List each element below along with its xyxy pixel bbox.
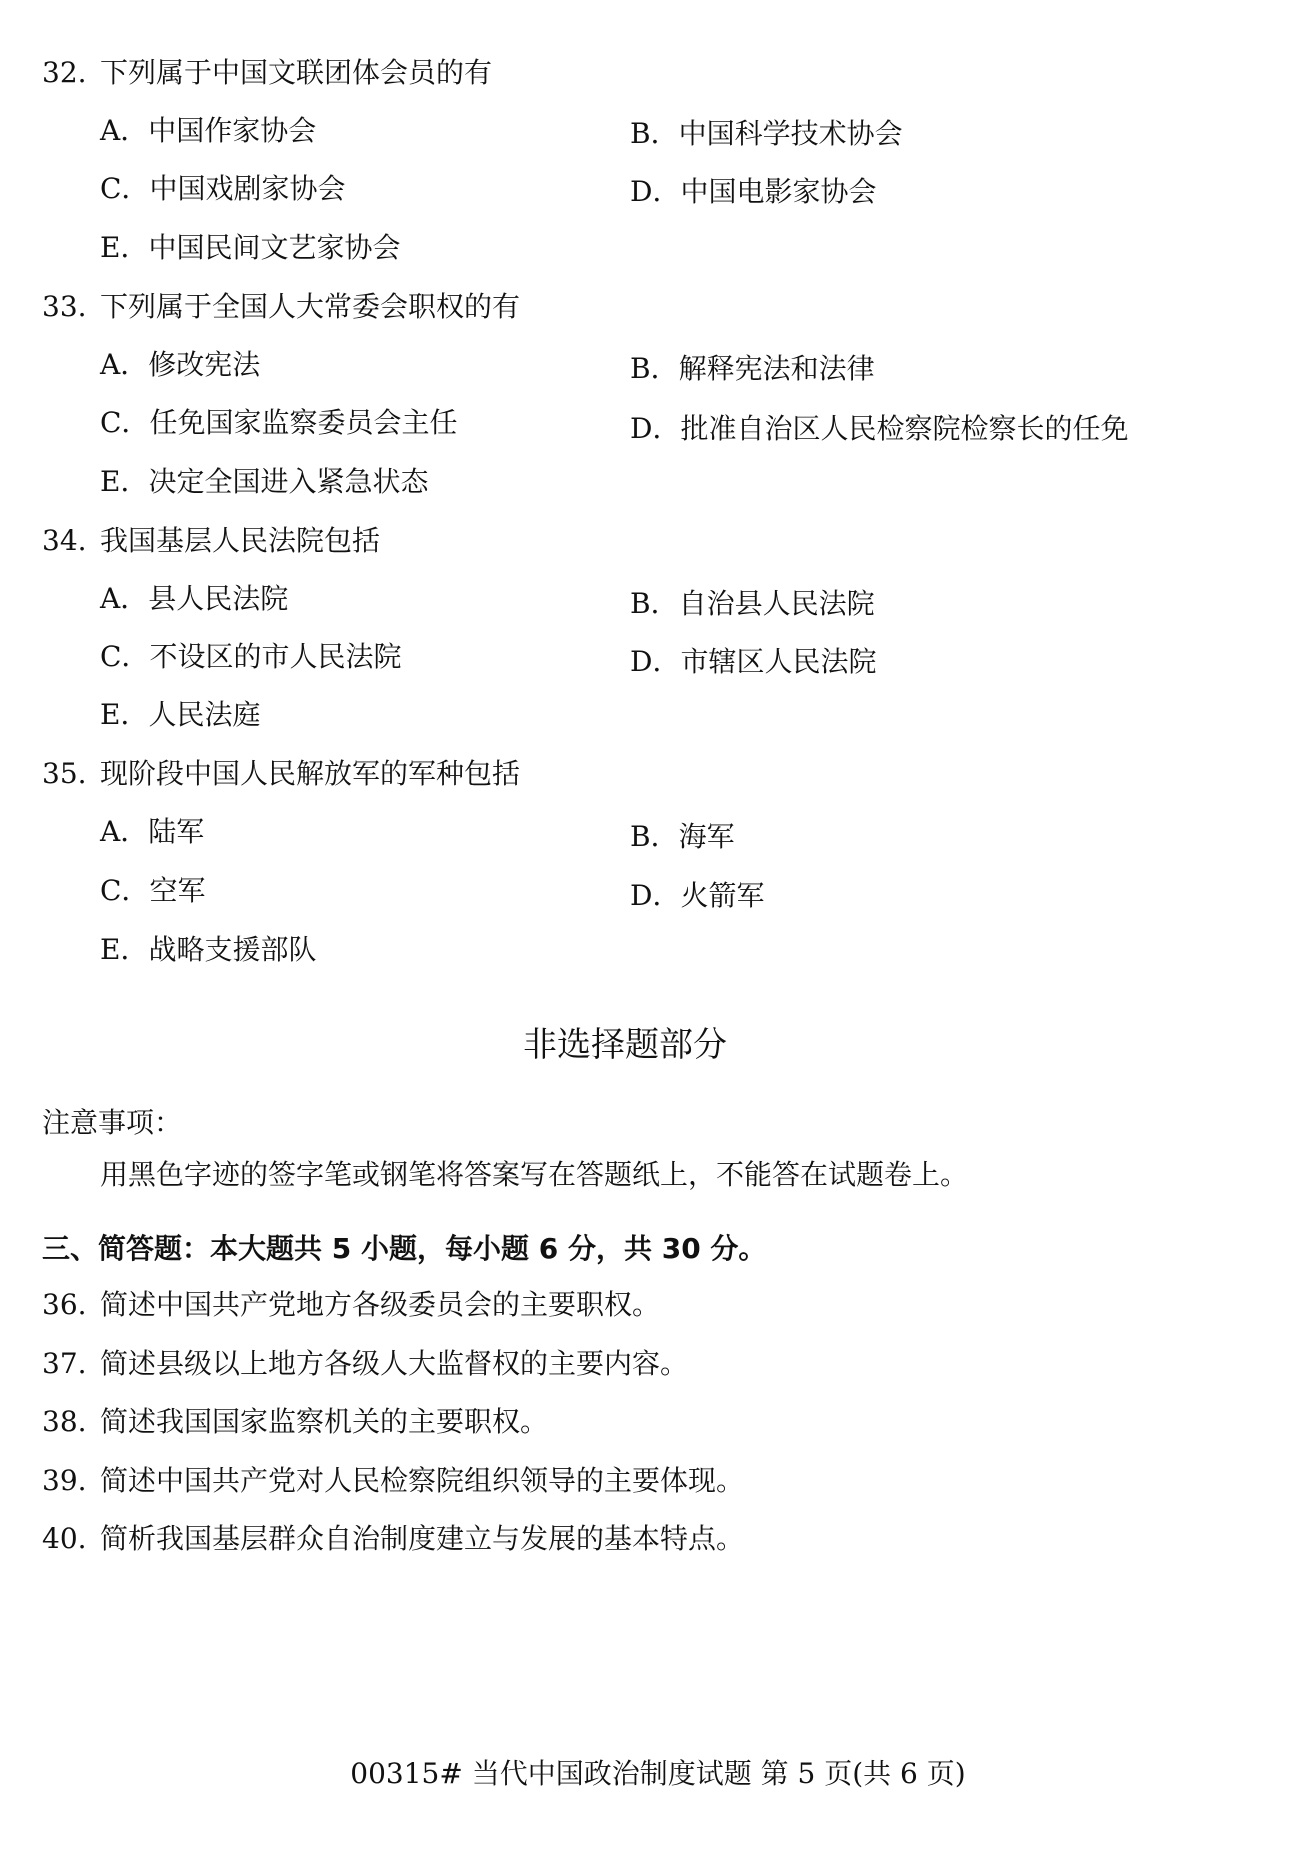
q34-option-d: D．市辖区人民法院 xyxy=(630,645,877,678)
q33-option-d: D．批准自治区人民检察院检察长的任免 xyxy=(630,412,1129,445)
question-32-stem: 32. 下列属于中国文联团体会员的有 xyxy=(42,56,493,89)
q33-option-e: E．决定全国进入紧急状态 xyxy=(100,465,429,498)
q33-option-c: C．任免国家监察委员会主任 xyxy=(100,406,458,439)
q33-option-a: A．修改宪法 xyxy=(100,348,261,381)
question-40: 40. 简析我国基层群众自治制度建立与发展的基本特点。 xyxy=(42,1522,745,1555)
q32-option-d: D．中国电影家协会 xyxy=(630,175,877,208)
part3-title: 三、简答题：本大题共 5 小题，每小题 6 分，共 30 分。 xyxy=(42,1232,767,1265)
question-35-stem: 35. 现阶段中国人民解放军的军种包括 xyxy=(42,757,521,790)
q34-option-b: B．自治县人民法院 xyxy=(630,587,875,620)
question-37: 37. 简述县级以上地方各级人大监督权的主要内容。 xyxy=(42,1347,689,1380)
q35-option-b: B．海军 xyxy=(630,820,735,853)
section-title: 非选择题部分 xyxy=(523,1025,727,1065)
q32-option-c: C．中国戏剧家协会 xyxy=(100,172,346,205)
q35-option-c: C．空军 xyxy=(100,874,206,907)
q35-option-d: D．火箭军 xyxy=(630,879,765,912)
notice-title: 注意事项： xyxy=(42,1106,183,1139)
q34-option-c: C．不设区的市人民法院 xyxy=(100,640,402,673)
q32-option-b: B．中国科学技术协会 xyxy=(630,117,903,150)
question-38: 38. 简述我国国家监察机关的主要职权。 xyxy=(42,1405,549,1438)
q35-option-e: E．战略支援部队 xyxy=(100,933,317,966)
q35-option-a: A．陆军 xyxy=(100,815,205,848)
q33-option-b: B．解释宪法和法律 xyxy=(630,352,875,385)
q34-option-a: A．县人民法院 xyxy=(100,582,289,615)
q32-option-a: A．中国作家协会 xyxy=(100,114,317,147)
question-34-stem: 34. 我国基层人民法院包括 xyxy=(42,524,381,557)
question-33-stem: 33. 下列属于全国人大常委会职权的有 xyxy=(42,290,521,323)
page-footer: 00315# 当代中国政治制度试题 第 5 页(共 6 页) xyxy=(350,1757,966,1790)
question-39: 39. 简述中国共产党对人民检察院组织领导的主要体现。 xyxy=(42,1464,745,1497)
q34-option-e: E．人民法庭 xyxy=(100,698,261,731)
question-36: 36. 简述中国共产党地方各级委员会的主要职权。 xyxy=(42,1288,661,1321)
q32-option-e: E．中国民间文艺家协会 xyxy=(100,231,401,264)
notice-text: 用黑色字迹的签字笔或钢笔将答案写在答题纸上，不能答在试题卷上。 xyxy=(100,1158,969,1191)
